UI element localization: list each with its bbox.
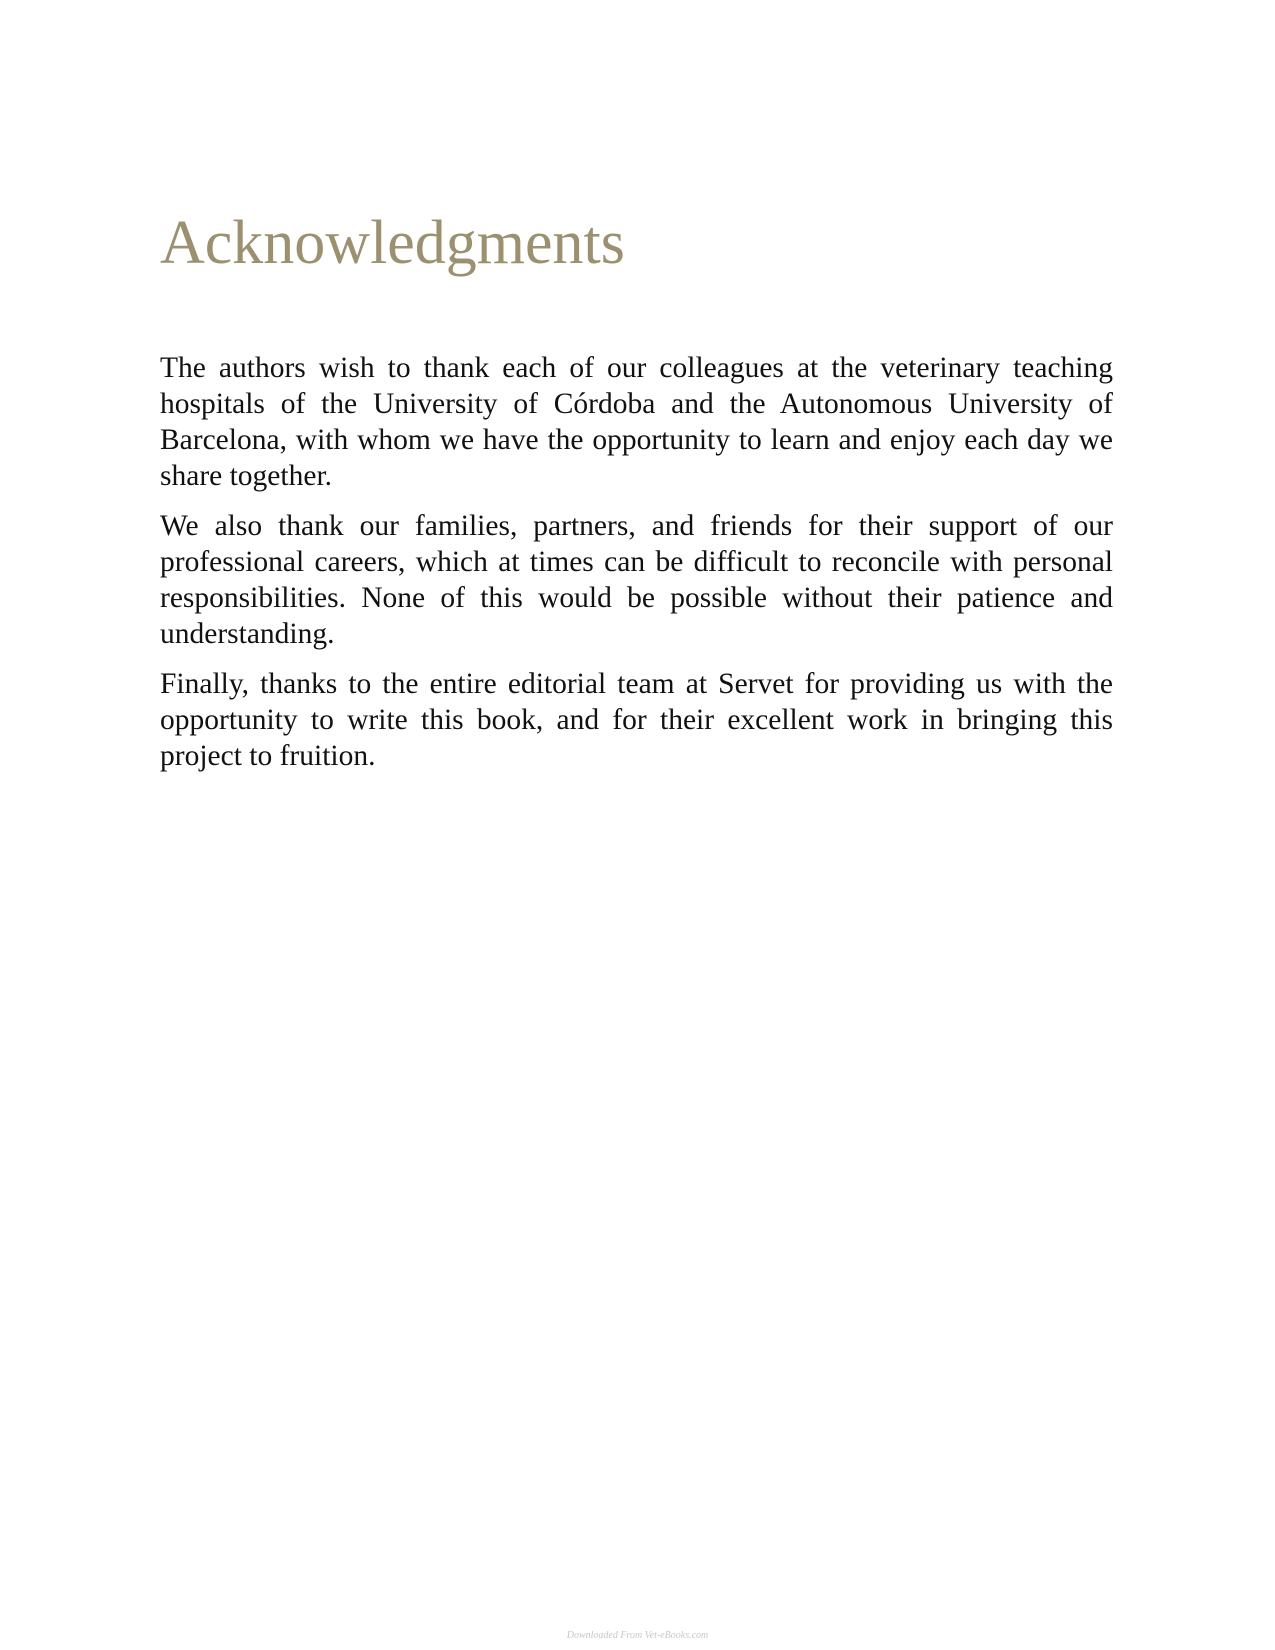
page-title: Acknowledgments bbox=[160, 209, 625, 277]
paragraph-colleagues: The authors wish to thank each of our colleagues at the veterinary teaching hospitals of the University of Córdoba and the Autonomous University of Barcelona, with whom we have the opportunity to learn and enjoy each day we share together. bbox=[160, 352, 1113, 492]
paragraph-editorial-team: Finally, thanks to the entire editorial team at Servet for providing us with the opportunity to write this book, and for their excellent work in bringing this project to fruition. bbox=[160, 668, 1113, 772]
paragraph-families: We also thank our families, partners, and friends for their support of our professional careers, which at times can be difficult to reconcile with personal responsibilities. None of this would be possible without their patience and understanding. bbox=[160, 510, 1113, 650]
acknowledgments-body bbox=[160, 350, 1113, 788]
footer-watermark: Downloaded From Vet-eBooks.com bbox=[566, 1630, 709, 1641]
